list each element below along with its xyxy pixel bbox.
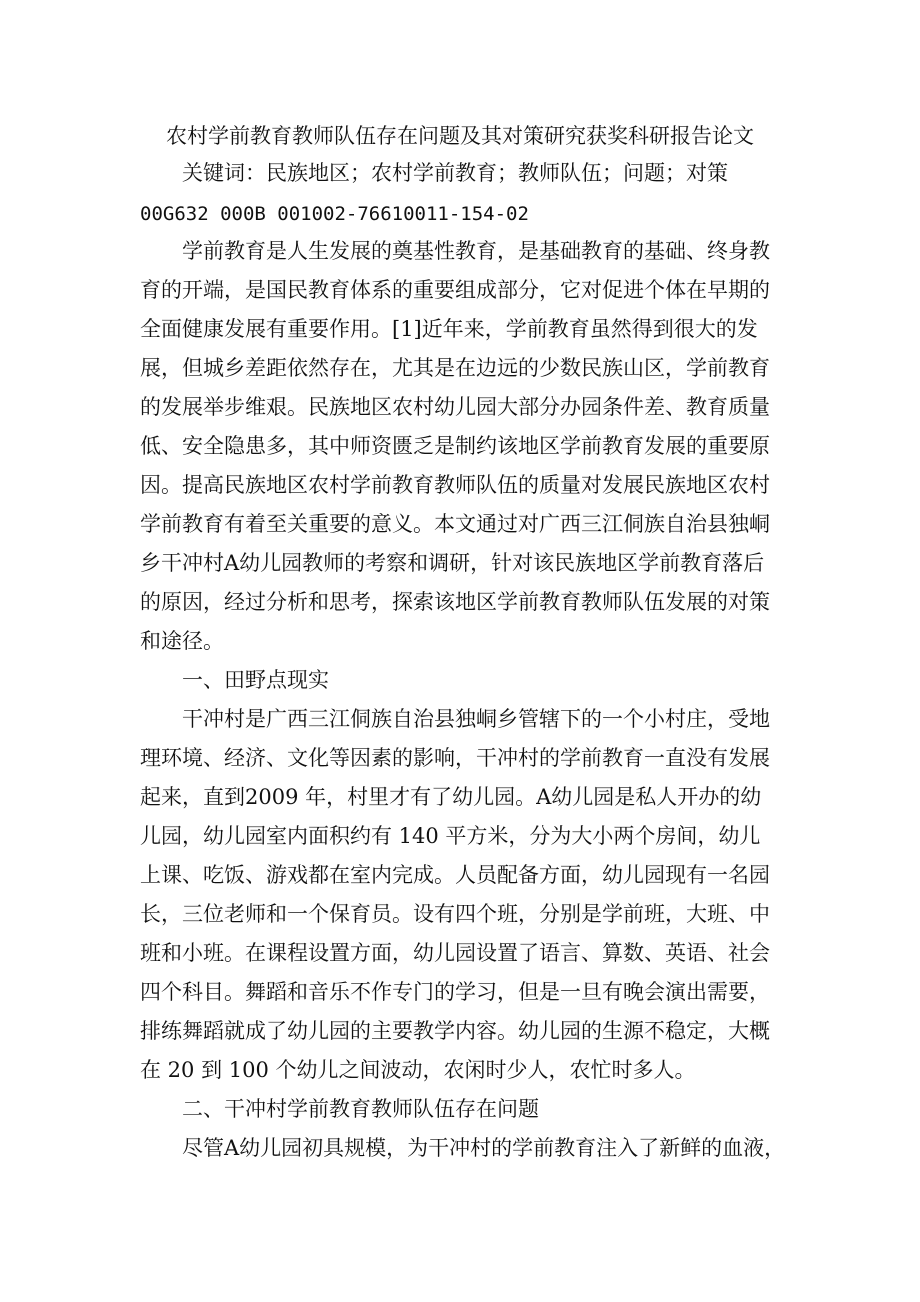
text-line: 学前教育有着至关重要的意义。本文通过对广西三江侗族自治县独峒 [140,512,770,536]
text-line: 班和小班。在课程设置方面，幼儿园设置了语言、算数、英语、社会 [140,941,770,965]
text-line: 学前教育是人生发展的奠基性教育，是基础教育的基础、终身教 [182,239,770,263]
text-line: 尽管A幼儿园初具规模，为干冲村的学前教育注入了新鲜的血液， [182,1136,786,1160]
text-line: 的发展举步维艰。民族地区农村幼儿园大部分办园条件差、教育质量 [140,395,770,419]
text-line: 干冲村是广西三江侗族自治县独峒乡管辖下的一个小村庄，受地 [182,707,770,731]
text-line: 上课、吃饭、游戏都在室内完成。人员配备方面，幼儿园现有一名园 [140,863,770,887]
document-title: 农村学前教育教师队伍存在问题及其对策研究获奖科研报告论文 [166,124,754,148]
section-heading-2: 二、干冲村学前教育教师队伍存在问题 [182,1097,539,1121]
text-line: 低、安全隐患多，其中师资匮乏是制约该地区学前教育发展的重要原 [140,434,770,458]
text-line: 乡干冲村A幼儿园教师的考察和调研，针对该民族地区学前教育落后 [140,551,765,575]
text-line: 全面健康发展有重要作用。[1]近年来，学前教育虽然得到很大的发 [140,317,758,341]
text-line: 起来，直到2009 年，村里才有了幼儿园。A幼儿园是私人开办的幼 [140,785,762,809]
text-line: 展，但城乡差距依然存在，尤其是在边远的少数民族山区，学前教育 [140,356,770,380]
text-line: 育的开端，是国民教育体系的重要组成部分，它对促进个体在早期的 [140,278,770,302]
text-line: 排练舞蹈就成了幼儿园的主要教学内容。幼儿园的生源不稳定，大概 [140,1019,770,1043]
text-line: 儿园，幼儿园室内面积约有 140 平方米，分为大小两个房间，幼儿 [140,824,761,848]
classification-code: 00G632 000B 001002-76610011-154-02 [140,203,529,225]
text-line: 和途径。 [140,629,224,653]
text-line: 的原因，经过分析和思考，探索该地区学前教育教师队伍发展的对策 [140,590,770,614]
text-line: 理环境、经济、文化等因素的影响，干冲村的学前教育一直没有发展 [140,746,770,770]
text-line: 在 20 到 100 个幼儿之间波动，农闲时少人，农忙时多人。 [140,1058,696,1082]
keywords-line: 关键词：民族地区；农村学前教育；教师队伍；问题；对策 [182,161,728,185]
text-line: 长，三位老师和一个保育员。设有四个班，分别是学前班，大班、中 [140,902,770,926]
text-line: 四个科目。舞蹈和音乐不作专门的学习，但是一旦有晚会演出需要， [140,980,770,1004]
section-heading-1: 一、田野点现实 [182,668,329,692]
text-line: 因。提高民族地区农村学前教育教师队伍的质量对发展民族地区农村 [140,473,770,497]
